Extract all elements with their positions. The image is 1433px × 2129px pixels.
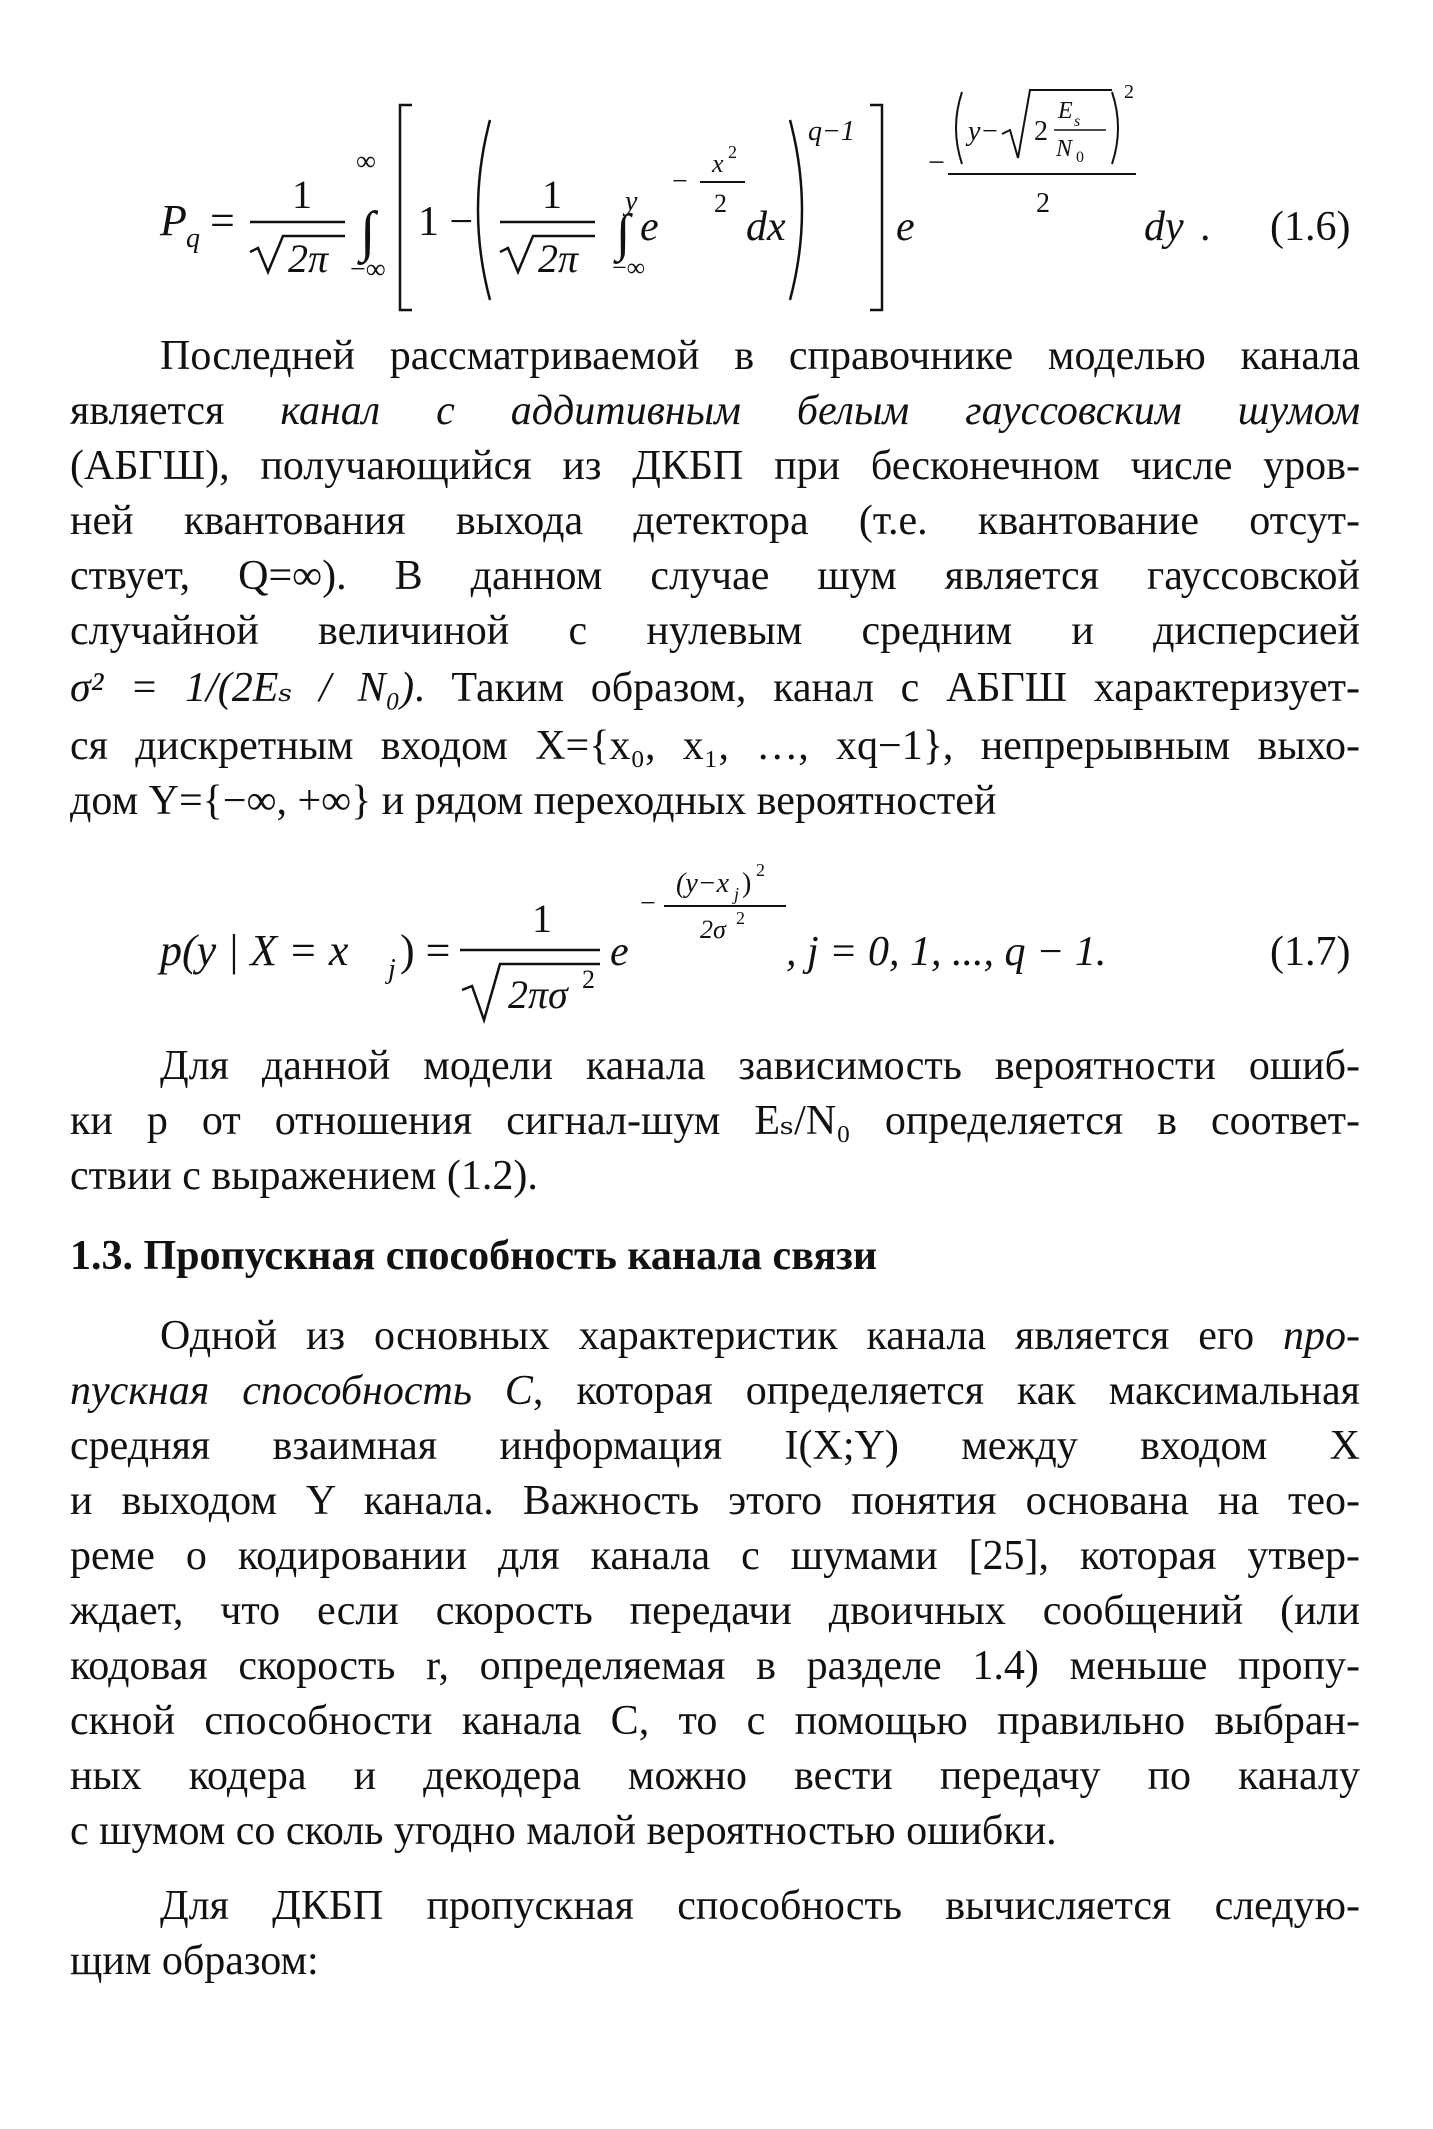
paren-power: q−1 (808, 116, 855, 147)
outer-int-lower: −∞ (350, 254, 386, 285)
para3-line1-text: Одной из основных характеристик канала является его (160, 1313, 1255, 1359)
formula-1-7-exp-base: e (610, 929, 629, 975)
inner-frac-num: 1 (542, 172, 562, 217)
formula-lhs: P (160, 196, 187, 245)
para1-line5: ствует, Q=∞). В данном случае шум является гауссовской (70, 553, 1360, 599)
para3-line10: с шумом со сколь угодно малой вероятностью ошибки. (70, 1808, 1057, 1854)
inner-integral-sign: ∫ (616, 205, 631, 262)
formula-1-7-exp-den: 2σ (700, 915, 726, 944)
outer-exp-y: y− (968, 116, 1000, 147)
formula-1-7-exp-minus: − (640, 888, 656, 919)
right-paren (790, 120, 802, 300)
dx: dx (746, 204, 786, 250)
formula-1-7-sqrt-arg: 2πσ (508, 972, 568, 1017)
para1-line9: дом Y={−∞, +∞} и рядом переходных вероятностей (70, 778, 997, 824)
formula-1-7-sqrt-pow: 2 (582, 965, 595, 994)
outer-exp-Es-sub: s (1074, 113, 1081, 130)
para1-line2-text: является (70, 388, 225, 434)
dy: dy (1144, 204, 1184, 250)
formula-1-7-lhs: p(y | X = x (160, 926, 349, 975)
para1-line1: Последней рассматриваемой в справочнике моделью канала (160, 333, 1360, 379)
para4-line2: щим образом: (70, 1938, 319, 1984)
inner-sqrt-arg: 2π (538, 236, 579, 281)
para1-line3: (АБГШ), получающийся из ДКБП при бесконечном числе уров- (70, 443, 1360, 489)
sqrt-arg: 2π (288, 236, 329, 281)
outer-exp-lparen (956, 92, 962, 164)
formula-1-7-exp-num: (y−x (676, 868, 730, 899)
section-heading: 1.3. Пропускная способность канала связи (70, 1233, 878, 1279)
outer-exp-minus: − (928, 146, 945, 179)
para3-line5: реме о кодировании для канала с шумами [25], которая утвер- (70, 1533, 1360, 1579)
para2-line1: Для данной модели канала зависимость вероятности ошиб- (160, 1043, 1360, 1089)
left-paren (478, 120, 490, 300)
para3-line2-emphasis: пускная способность C (70, 1368, 533, 1414)
outer-exp-N0: N (1056, 136, 1073, 162)
inner-int-lower: −∞ (612, 253, 646, 282)
outer-integral-sign: ∫ (360, 201, 376, 263)
formula-1-7-exp-den-pow: 2 (736, 908, 745, 928)
para1-line2-emphasis: канал с аддитивным белым гауссовским шумом (280, 388, 1360, 434)
formula-1-7-exp-num-close: ) (742, 868, 752, 899)
para1-line4: ней квантования выхода детектора (т.е. квантование отсут- (70, 498, 1360, 544)
para2-line3: ствии с выражением (1.2). (70, 1153, 538, 1199)
inner-exp-num: x (712, 149, 724, 178)
formula-1-7-lhs-close: ) = (400, 926, 451, 975)
inner-exp-minus: − (672, 166, 688, 197)
inner-exp-den: 2 (714, 189, 727, 218)
para1-line6: случайной величиной с нулевым средним и дисперсией (70, 608, 1360, 654)
inner-int-upper: y (625, 186, 638, 217)
right-square-bracket (870, 105, 882, 310)
formula-1-6-graphic (0, 40, 1433, 330)
para1-line8: ся дискретным входом X={x₀, x₁, …, xq−1}, непрерывным выхо- (70, 723, 1360, 769)
para3-line2 (70, 1365, 1360, 1417)
formula-1-7 (0, 840, 1433, 1040)
outer-exp-den: 2 (1036, 188, 1050, 219)
para1-line7-text: . Таким образом, канал с АБГШ характеризует- (414, 665, 1360, 711)
para3-line3: средняя взаимная информация I(X;Y) между входом X (70, 1423, 1360, 1469)
outer-exp-rparen (1112, 92, 1118, 164)
para4-line1: Для ДКБП пропускная способность вычисляется следую- (160, 1883, 1360, 1929)
outer-exp-2: 2 (1034, 116, 1048, 147)
formula-1-7-tail: , j = 0, 1, ..., q − 1. (786, 929, 1107, 975)
para3-line1-emphasis: про- (1283, 1313, 1361, 1359)
para3-line9: ных кодера и декодера можно вести передачу по каналу (70, 1753, 1360, 1799)
para3-line6: ждает, что если скорость передачи двоичных сообщений (или (70, 1588, 1360, 1634)
para1-line7 (70, 662, 1360, 714)
formula-1-7-graphic (0, 840, 1433, 1040)
para3-line1 (160, 1310, 1360, 1362)
outer-exp-N0-sub: 0 (1076, 149, 1084, 166)
formula-1-7-exp-num-pow: 2 (756, 860, 765, 880)
dispersion-formula: σ² = 1/(2Eₛ / N₀) (70, 665, 415, 711)
para3-line7: кодовая скорость r, определяемая в разделе 1.4) меньше пропу- (70, 1643, 1360, 1689)
para1-line2 (70, 385, 1360, 437)
formula-1-7-num: 1 (532, 896, 552, 941)
frac-num: 1 (292, 172, 312, 217)
outer-int-upper: ∞ (356, 146, 376, 177)
para3-line4: и выходом Y канала. Важность этого понятия основана на тео- (70, 1478, 1360, 1524)
outer-exp-Es: E (1058, 98, 1073, 124)
one-minus: 1 − (418, 199, 474, 245)
para3-line8: скной способности канала C, то с помощью правильно выбран- (70, 1698, 1360, 1744)
para3-line2-text: , которая определяется как максимальная (532, 1368, 1360, 1414)
formula-dot: . (1200, 204, 1211, 250)
eq-number-1-7: (1.7) (1270, 929, 1351, 975)
inner-exp-num-pow: 2 (728, 142, 737, 162)
para2-line2: ки p от отношения сигнал-шум Eₛ/N₀ определяется в соответ- (70, 1098, 1360, 1144)
formula-lhs-sub: q (186, 223, 200, 254)
formula-1-7-exp-num-sub: j (734, 884, 740, 904)
inner-exp-base: e (640, 204, 659, 250)
left-square-bracket (400, 105, 412, 310)
equals-sign: = (210, 196, 235, 245)
outer-exp-base: e (896, 204, 915, 250)
formula-1-6 (0, 40, 1433, 330)
eq-number-1-6: (1.6) (1270, 204, 1351, 250)
formula-1-7-lhs-sub: j (388, 954, 396, 985)
outer-exp-sq: 2 (1124, 81, 1134, 103)
